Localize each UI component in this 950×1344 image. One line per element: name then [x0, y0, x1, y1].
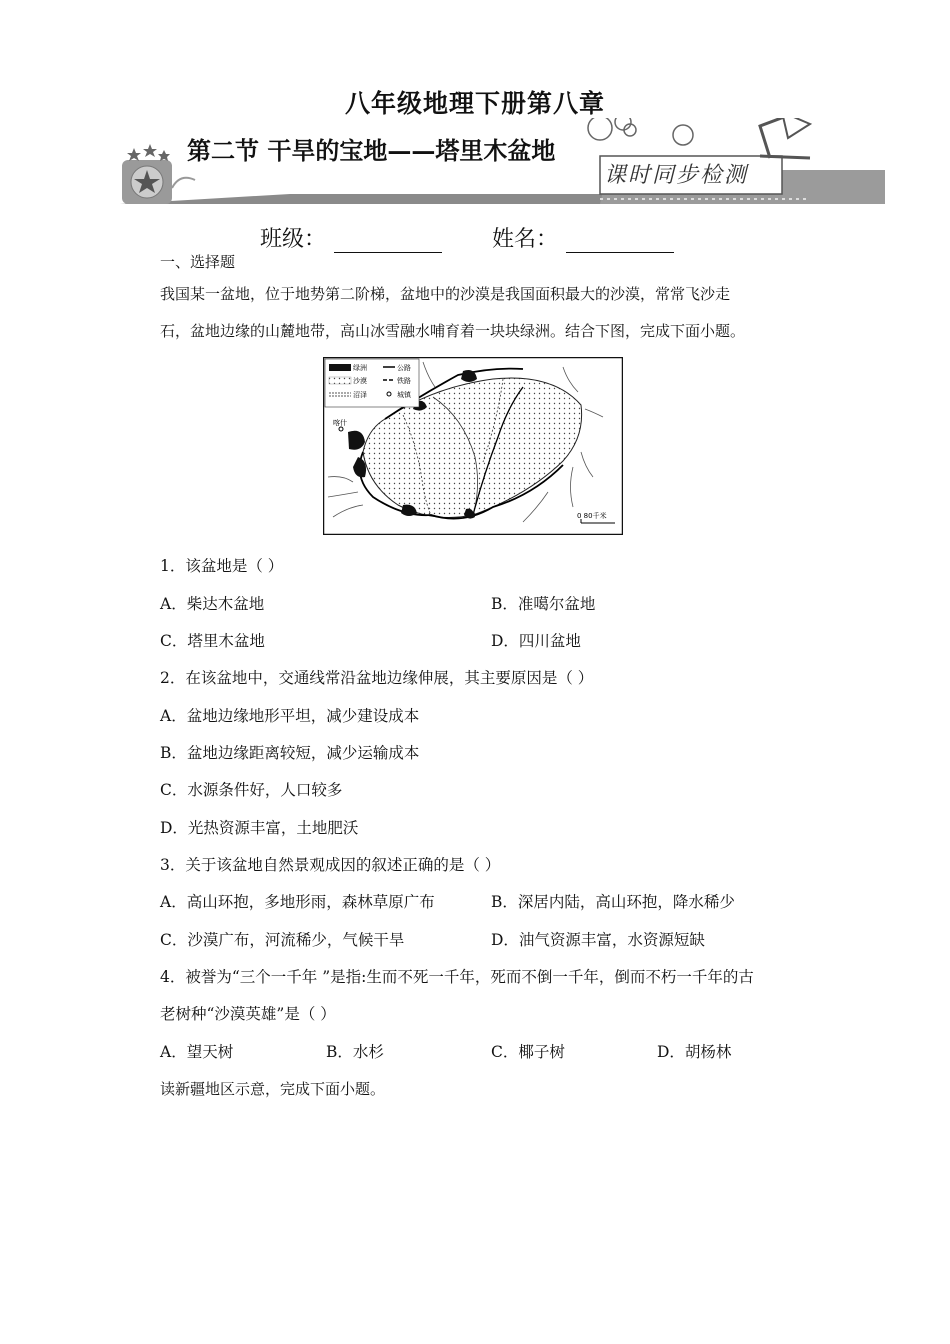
class-field: [260, 222, 442, 253]
q4-option-b[interactable]: B．水杉: [326, 1043, 384, 1061]
q3-stem: 3．关于该盆地自然景观成因的叙述正确的是（ ）: [160, 856, 501, 874]
q1-option-d[interactable]: D．四川盆地: [491, 632, 581, 650]
tarim-basin-map: [323, 357, 623, 535]
q2-stem: 2．在该盆地中，交通线常沿盆地边缘伸展，其主要原因是（ ）: [160, 669, 594, 687]
section-heading: 一、选择题: [160, 253, 236, 271]
legend-town: 城镇: [397, 391, 411, 399]
q3-option-a[interactable]: A．高山环抱，多地形雨，森林草原广布: [160, 893, 435, 911]
intro-line-1: 我国某一盆地，位于地势第二阶梯，盆地中的沙漠是我国面积最大的沙漠，常常飞沙走: [160, 285, 731, 303]
legend-road: 公路: [397, 364, 411, 372]
q1-option-c[interactable]: C．塔里木盆地: [160, 632, 265, 650]
legend-oasis: 绿洲: [353, 364, 367, 372]
q3-option-d[interactable]: D．油气资源丰富，水资源短缺: [491, 931, 705, 949]
q3-option-b[interactable]: B．深居内陆，高山环抱，降水稀少: [491, 893, 735, 911]
q4-option-a[interactable]: A．望天树: [160, 1043, 234, 1061]
q2-option-b[interactable]: B．盆地边缘距离较短，减少运输成本: [160, 744, 420, 762]
q1-option-a[interactable]: A．柴达木盆地: [160, 595, 265, 613]
q2-option-d[interactable]: D．光热资源丰富，土地肥沃: [160, 819, 359, 837]
intro-line-2: 石，盆地边缘的山麓地带，高山冰雪融水哺育着一块块绿洲。结合下图，完成下面小题。: [160, 322, 746, 340]
name-field: [492, 222, 674, 253]
q2-option-c[interactable]: C．水源条件好，人口较多: [160, 781, 343, 799]
legend-swamp: 沼泽: [353, 391, 367, 399]
q4-option-c[interactable]: C．椰子树: [491, 1043, 565, 1061]
name-label: 姓名：: [492, 227, 559, 252]
map-scale: 0 80千米: [577, 512, 607, 520]
city-label: 喀什: [333, 419, 347, 427]
legend-desert: 沙漠: [353, 377, 367, 385]
legend-railway: 铁路: [397, 377, 411, 385]
class-label: 班级：: [260, 227, 327, 252]
q3-option-c[interactable]: C．沙漠广布，河流稀少，气候干旱: [160, 931, 405, 949]
section-title: 第二节 干旱的宝地——塔里木盆地: [187, 136, 556, 165]
badge-label: 课时同步检测: [604, 163, 749, 188]
q4-stem-line-2: 老树种“沙漠英雄”是（ ）: [160, 1005, 336, 1023]
q1-stem: 1．该盆地是（ ）: [160, 557, 284, 575]
q2-option-a[interactable]: A．盆地边缘地形平坦，减少建设成本: [160, 707, 420, 725]
name-blank[interactable]: [566, 230, 674, 253]
next-intro: 读新疆地区示意，完成下面小题。: [160, 1080, 386, 1098]
q4-option-d[interactable]: D．胡杨林: [657, 1043, 732, 1061]
main-title: 八年级地理下册第八章: [344, 89, 605, 118]
class-blank[interactable]: [334, 230, 442, 253]
q4-stem-line-1: 4．被誉为“三个一千年 ”是指:生而不死一千年，死而不倒一千年，倒而不朽一千年的古: [160, 968, 754, 986]
q1-option-b[interactable]: B．准噶尔盆地: [491, 595, 596, 613]
